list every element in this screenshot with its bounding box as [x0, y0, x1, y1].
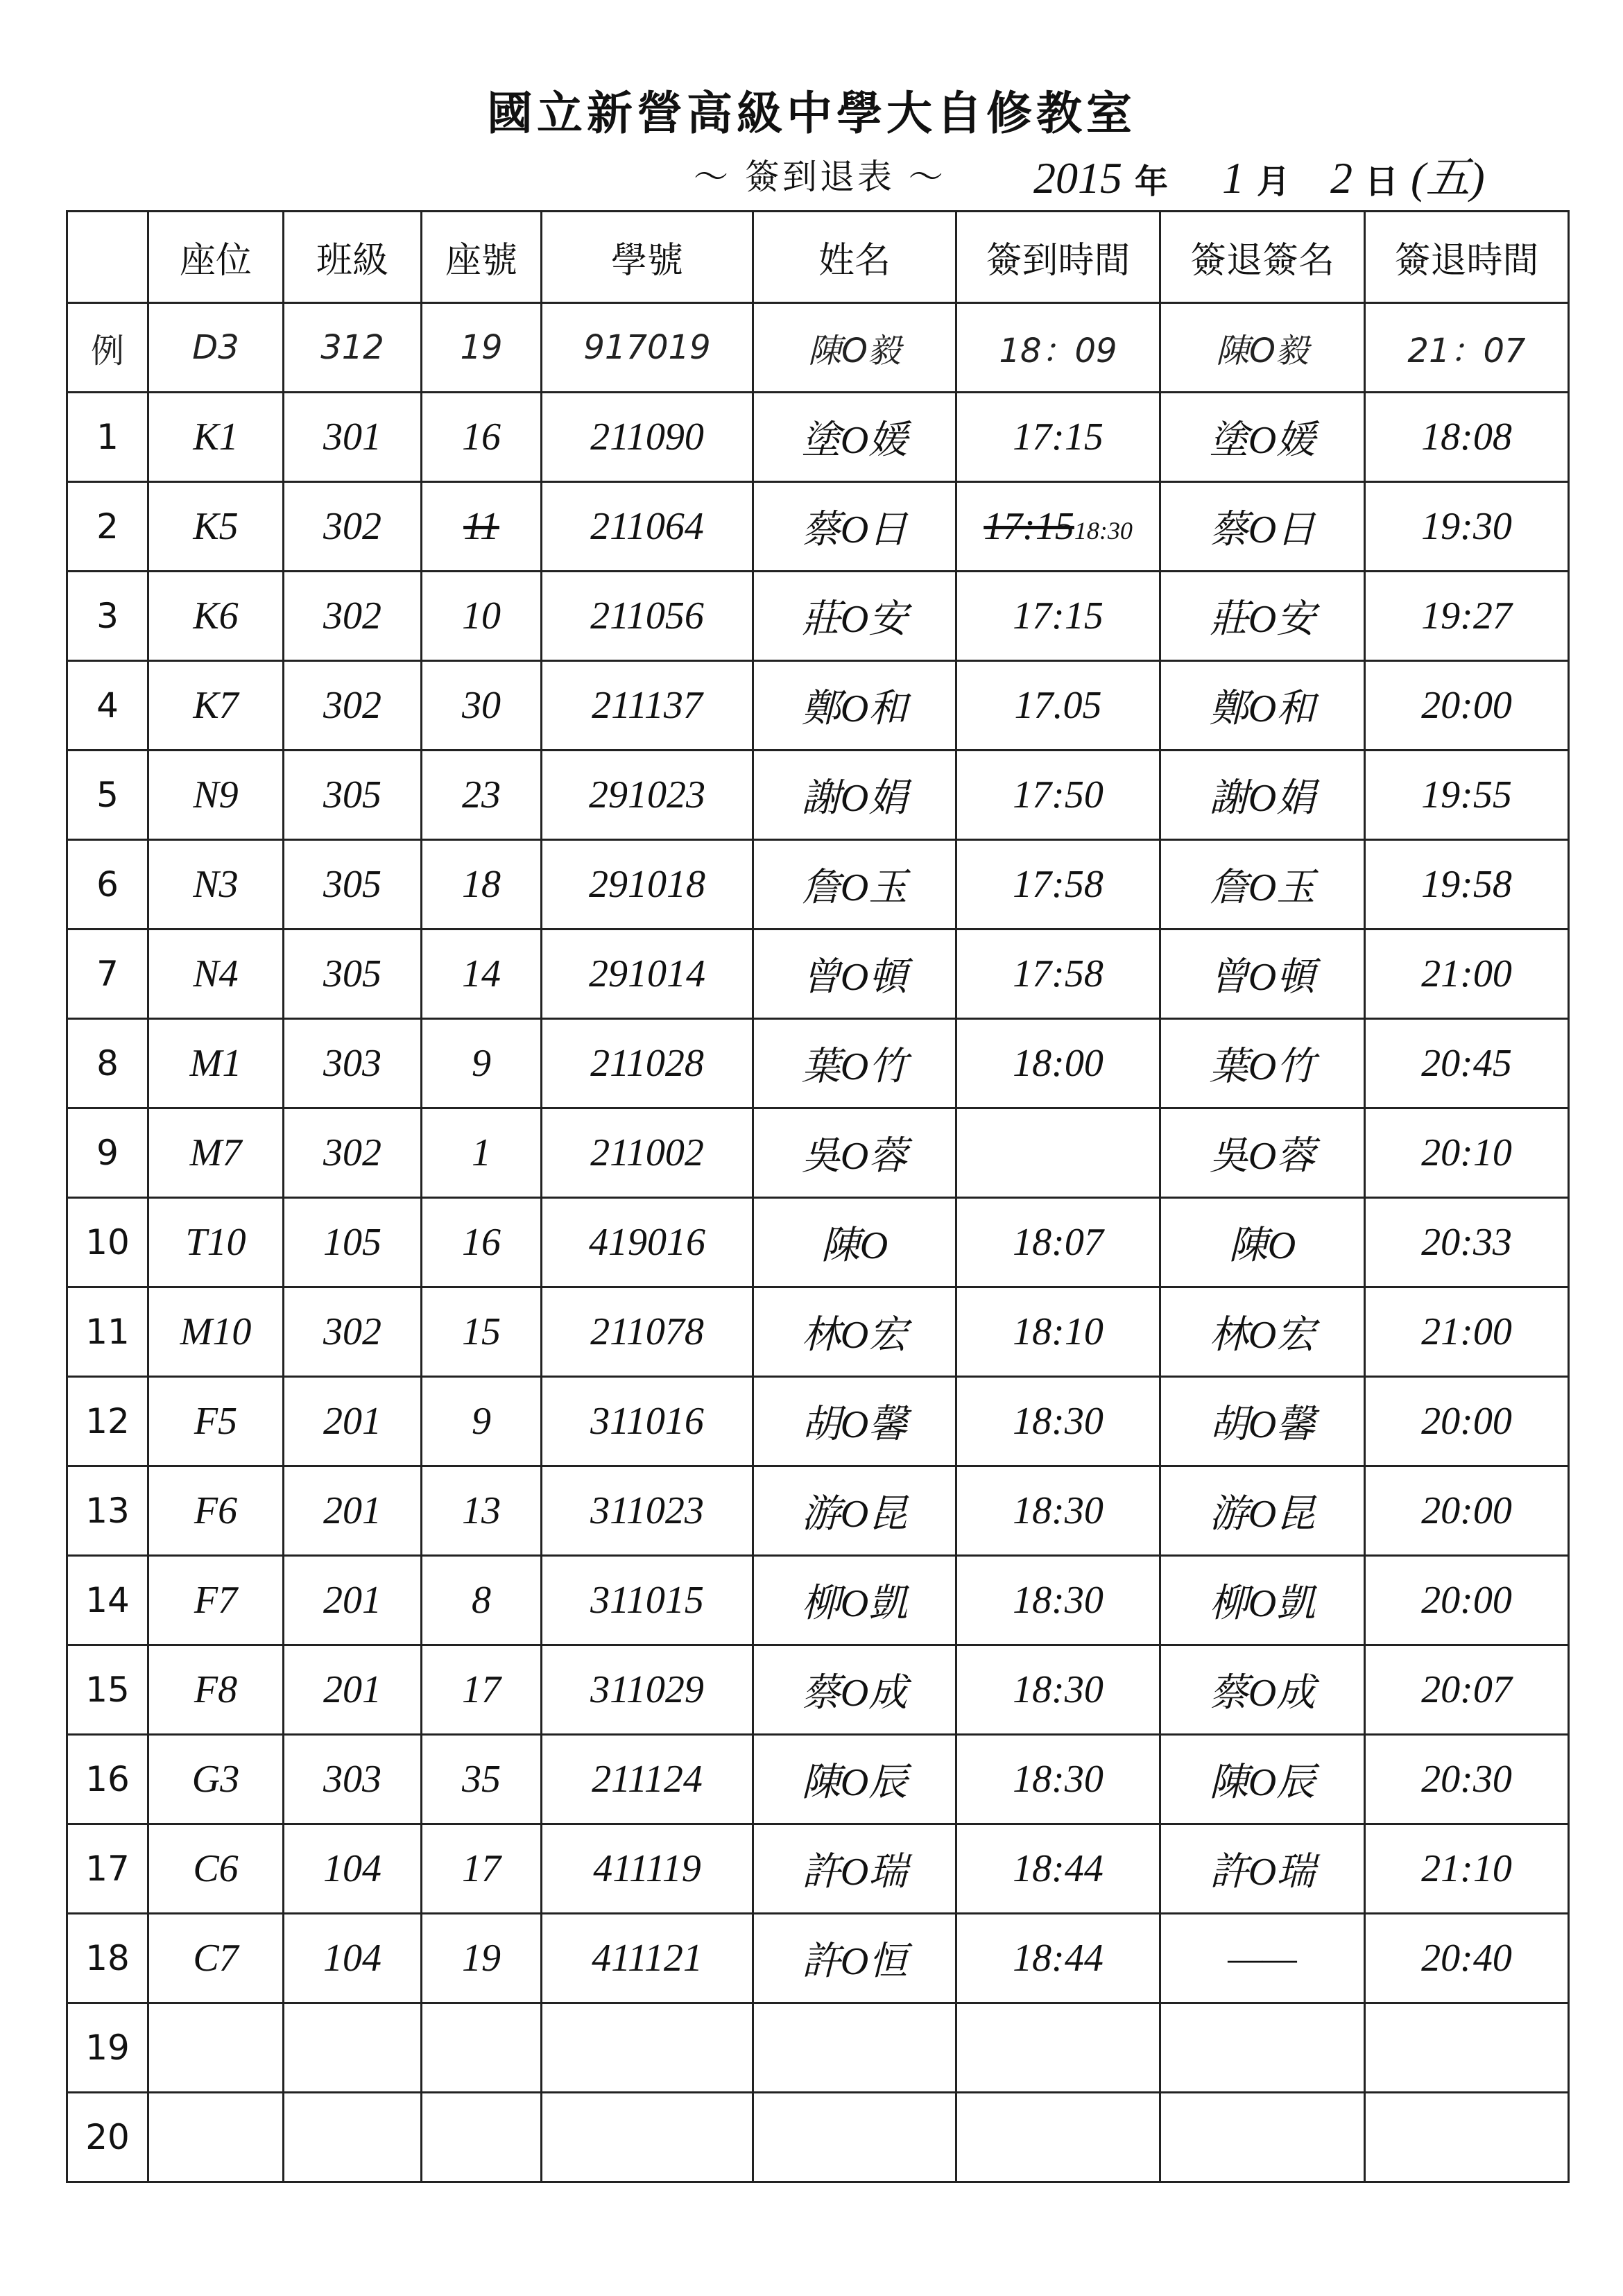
cell-seat: F5 — [148, 1377, 284, 1466]
table-row — [67, 1198, 1569, 1287]
cell-row-number: 3 — [67, 572, 148, 661]
cell-sign-in-time: 17:15 — [956, 393, 1160, 482]
example-row — [67, 303, 1569, 393]
cell-class: 201 — [284, 1466, 422, 1556]
cell-sign-out-signature: 游O昆 — [1160, 1466, 1365, 1556]
cell-name: 陳O — [753, 1198, 956, 1287]
cell-row-number: 9 — [67, 1108, 148, 1198]
cell-sign-out-time: 20:00 — [1365, 661, 1569, 751]
cell-sign-out-time: 21：07 — [1365, 303, 1569, 393]
table-row — [67, 482, 1569, 572]
form-title: 國立新營高級中學大自修教室 — [487, 86, 1136, 140]
cell-row-number: 例 — [67, 303, 148, 393]
cell-name: 吳O蓉 — [753, 1108, 956, 1198]
cell-name: 葉O竹 — [753, 1019, 956, 1108]
cell-sign-out-signature: 鄭O和 — [1160, 661, 1365, 751]
table-row — [67, 393, 1569, 482]
cell-seat: K1 — [148, 393, 284, 482]
cell-seat-number: 19 — [422, 303, 542, 393]
cell-seat-number: 16 — [422, 1198, 542, 1287]
date-month-label: 月 — [1257, 162, 1291, 201]
cell-student-id: 211078 — [542, 1287, 753, 1377]
form-date — [1033, 142, 1485, 206]
cell-sign-in-time: 18:30 — [956, 1466, 1160, 1556]
table-row — [67, 840, 1569, 929]
cell-name: 胡O馨 — [753, 1377, 956, 1466]
cell-seat: K6 — [148, 572, 284, 661]
cell-row-number: 2 — [67, 482, 148, 572]
sign-in-out-table — [66, 210, 1570, 2183]
cell-sign-out-signature: 胡O馨 — [1160, 1377, 1365, 1466]
date-day: 2 — [1330, 153, 1353, 203]
table-row — [67, 1914, 1569, 2003]
cell-name: 許O恒 — [753, 1914, 956, 2003]
cell-name: 陳O辰 — [753, 1735, 956, 1824]
column-header-sign-in-time: 簽到時間 — [956, 212, 1160, 303]
cell-sign-out-signature: 蔡O成 — [1160, 1645, 1365, 1735]
cell-sign-out-signature: 詹O玉 — [1160, 840, 1365, 929]
cell-seat: F8 — [148, 1645, 284, 1735]
cell-sign-in-time: 17:58 — [956, 929, 1160, 1019]
cell-seat-number: 1 — [422, 1108, 542, 1198]
cell-row-number: 7 — [67, 929, 148, 1019]
cell-seat-number: 15 — [422, 1287, 542, 1377]
cell-student-id: 211064 — [542, 482, 753, 572]
cell-sign-out-time: 20:30 — [1365, 1735, 1569, 1824]
cell-name — [753, 2003, 956, 2093]
cell-student-id: 311016 — [542, 1377, 753, 1466]
table-row — [67, 929, 1569, 1019]
cell-student-id — [542, 2093, 753, 2182]
cell-class — [284, 2093, 422, 2182]
cell-seat: K7 — [148, 661, 284, 751]
cell-sign-out-signature: 謝O娟 — [1160, 751, 1365, 840]
cell-seat-number: 17 — [422, 1824, 542, 1914]
cell-sign-out-time: 21:00 — [1365, 1287, 1569, 1377]
table-row — [67, 2093, 1569, 2182]
cell-student-id: 419016 — [542, 1198, 753, 1287]
cell-student-id — [542, 2003, 753, 2093]
table-row — [67, 2003, 1569, 2093]
cell-sign-out-signature — [1160, 2093, 1365, 2182]
table-row — [67, 1735, 1569, 1824]
cell-sign-out-signature: 曾O頓 — [1160, 929, 1365, 1019]
cell-class: 104 — [284, 1824, 422, 1914]
cell-name: 許O瑞 — [753, 1824, 956, 1914]
cell-row-number: 15 — [67, 1645, 148, 1735]
cell-student-id: 211056 — [542, 572, 753, 661]
cell-student-id: 211090 — [542, 393, 753, 482]
column-header-student-id: 學號 — [542, 212, 753, 303]
date-day-label: 日 — [1365, 162, 1399, 201]
struck-sign-in-time: 17:15 — [984, 505, 1074, 548]
cell-sign-out-signature — [1160, 2003, 1365, 2093]
cell-seat: K5 — [148, 482, 284, 572]
cell-class: 303 — [284, 1735, 422, 1824]
cell-seat-number: 9 — [422, 1019, 542, 1108]
cell-row-number: 4 — [67, 661, 148, 751]
cell-name: 蔡O成 — [753, 1645, 956, 1735]
table-row — [67, 572, 1569, 661]
cell-name: 詹O玉 — [753, 840, 956, 929]
cell-seat-number: 14 — [422, 929, 542, 1019]
cell-sign-out-time: 21:00 — [1365, 929, 1569, 1019]
cell-student-id: 291023 — [542, 751, 753, 840]
cell-class — [284, 2003, 422, 2093]
cell-student-id: 211124 — [542, 1735, 753, 1824]
column-header-sign-out-signature: 簽退簽名 — [1160, 212, 1365, 303]
cell-sign-out-time — [1365, 2003, 1569, 2093]
cell-seat: C6 — [148, 1824, 284, 1914]
cell-sign-out-time: 19:27 — [1365, 572, 1569, 661]
cell-name: 蔡O日 — [753, 482, 956, 572]
cell-class: 201 — [284, 1645, 422, 1735]
cell-name: 謝O娟 — [753, 751, 956, 840]
cell-name: 林O宏 — [753, 1287, 956, 1377]
cell-student-id: 211137 — [542, 661, 753, 751]
date-weekday: (五) — [1411, 153, 1485, 203]
cell-sign-out-time: 20:45 — [1365, 1019, 1569, 1108]
cell-class: 302 — [284, 1108, 422, 1198]
cell-name: 莊O安 — [753, 572, 956, 661]
cell-sign-in-time — [956, 2093, 1160, 2182]
form-subtitle: ～ 簽到退表 ～ — [694, 157, 946, 197]
cell-row-number: 5 — [67, 751, 148, 840]
cell-class: 201 — [284, 1556, 422, 1645]
cell-name: 塗O媛 — [753, 393, 956, 482]
column-header-seat-number: 座號 — [422, 212, 542, 303]
column-header-name: 姓名 — [753, 212, 956, 303]
cell-sign-out-time: 19:58 — [1365, 840, 1569, 929]
cell-class: 302 — [284, 482, 422, 572]
cell-name: 鄭O和 — [753, 661, 956, 751]
cell-seat: F6 — [148, 1466, 284, 1556]
cell-seat: N9 — [148, 751, 284, 840]
table-row — [67, 1377, 1569, 1466]
cell-sign-in-time: 17:15 — [956, 572, 1160, 661]
cell-name: 曾O頓 — [753, 929, 956, 1019]
cell-student-id: 411119 — [542, 1824, 753, 1914]
cell-seat: N3 — [148, 840, 284, 929]
cell-seat: T10 — [148, 1198, 284, 1287]
cell-class: 104 — [284, 1914, 422, 2003]
cell-seat-number: 23 — [422, 751, 542, 840]
cell-class: 303 — [284, 1019, 422, 1108]
cell-class: 312 — [284, 303, 422, 393]
cell-student-id: 311023 — [542, 1466, 753, 1556]
cell-sign-in-time — [956, 1108, 1160, 1198]
table-row — [67, 1645, 1569, 1735]
cell-sign-out-time: 20:07 — [1365, 1645, 1569, 1735]
column-header-seat: 座位 — [148, 212, 284, 303]
cell-sign-in-time: 17:58 — [956, 840, 1160, 929]
cell-sign-out-time: 21:10 — [1365, 1824, 1569, 1914]
date-month: 1 — [1222, 153, 1245, 203]
table-row — [67, 751, 1569, 840]
cell-seat: M7 — [148, 1108, 284, 1198]
cell-row-number: 20 — [67, 2093, 148, 2182]
cell-seat-number: 35 — [422, 1735, 542, 1824]
cell-seat-number: 8 — [422, 1556, 542, 1645]
column-header-sign-out-time: 簽退時間 — [1365, 212, 1569, 303]
cell-sign-in-time: 18:30 — [956, 1735, 1160, 1824]
cell-seat: M1 — [148, 1019, 284, 1108]
table-row — [67, 1824, 1569, 1914]
cell-seat-number: 10 — [422, 572, 542, 661]
cell-row-number: 14 — [67, 1556, 148, 1645]
cell-row-number: 17 — [67, 1824, 148, 1914]
cell-row-number: 18 — [67, 1914, 148, 2003]
cell-sign-in-time: 18:44 — [956, 1914, 1160, 2003]
cell-sign-in-time — [956, 2003, 1160, 2093]
cell-sign-out-time: 20:10 — [1365, 1108, 1569, 1198]
cell-sign-in-time: 18:00 — [956, 1019, 1160, 1108]
cell-seat — [148, 2003, 284, 2093]
cell-sign-in-time: 18:30 — [956, 1556, 1160, 1645]
cell-class: 301 — [284, 393, 422, 482]
cell-sign-out-time — [1365, 2093, 1569, 2182]
cell-sign-out-signature: 吳O蓉 — [1160, 1108, 1365, 1198]
cell-sign-out-signature: 柳O凱 — [1160, 1556, 1365, 1645]
cell-name: 游O昆 — [753, 1466, 956, 1556]
cell-seat: N4 — [148, 929, 284, 1019]
cell-seat-number: 17 — [422, 1645, 542, 1735]
cell-class: 105 — [284, 1198, 422, 1287]
cell-sign-out-signature: 蔡O日 — [1160, 482, 1365, 572]
cell-sign-in-time: 18：09 — [956, 303, 1160, 393]
cell-sign-out-time: 20:00 — [1365, 1377, 1569, 1466]
cell-row-number: 13 — [67, 1466, 148, 1556]
cell-student-id: 211028 — [542, 1019, 753, 1108]
cell-seat-number: 16 — [422, 393, 542, 482]
cell-sign-out-time: 20:00 — [1365, 1556, 1569, 1645]
cell-sign-out-signature: —— — [1160, 1914, 1365, 2003]
table-row — [67, 1287, 1569, 1377]
table-row — [67, 1108, 1569, 1198]
cell-sign-out-signature: 塗O媛 — [1160, 393, 1365, 482]
cell-student-id: 411121 — [542, 1914, 753, 2003]
cell-seat: M10 — [148, 1287, 284, 1377]
cell-sign-out-time: 20:33 — [1365, 1198, 1569, 1287]
cell-sign-out-signature: 許O瑞 — [1160, 1824, 1365, 1914]
cell-row-number: 16 — [67, 1735, 148, 1824]
cell-row-number: 12 — [67, 1377, 148, 1466]
cell-row-number: 10 — [67, 1198, 148, 1287]
date-year-label: 年 — [1135, 162, 1169, 201]
cell-seat-number: 13 — [422, 1466, 542, 1556]
cell-sign-out-signature: 葉O竹 — [1160, 1019, 1365, 1108]
header-row — [67, 212, 1569, 303]
cell-seat: F7 — [148, 1556, 284, 1645]
cell-class: 305 — [284, 929, 422, 1019]
cell-seat-number: 19 — [422, 1914, 542, 2003]
table-row — [67, 1556, 1569, 1645]
cell-seat: G3 — [148, 1735, 284, 1824]
table-row — [67, 1466, 1569, 1556]
cell-name: 柳O凱 — [753, 1556, 956, 1645]
cell-seat-number — [422, 2093, 542, 2182]
cell-sign-out-signature: 林O宏 — [1160, 1287, 1365, 1377]
cell-sign-out-time: 18:08 — [1365, 393, 1569, 482]
cell-sign-out-signature: 莊O安 — [1160, 572, 1365, 661]
column-header-row-number — [67, 212, 148, 303]
cell-seat-number: 30 — [422, 661, 542, 751]
cell-row-number: 8 — [67, 1019, 148, 1108]
cell-student-id: 211002 — [542, 1108, 753, 1198]
cell-seat: C7 — [148, 1914, 284, 2003]
cell-sign-in-time: 18:30 — [956, 1645, 1160, 1735]
cell-sign-in-time — [956, 482, 1160, 572]
cell-student-id: 291018 — [542, 840, 753, 929]
cell-sign-out-signature: 陳O毅 — [1160, 303, 1365, 393]
cell-student-id: 311029 — [542, 1645, 753, 1735]
cell-row-number: 19 — [67, 2003, 148, 2093]
date-year: 2015 — [1033, 153, 1122, 203]
cell-seat-number — [422, 2003, 542, 2093]
cell-seat-number: 11 — [422, 482, 542, 572]
cell-sign-out-time: 20:00 — [1365, 1466, 1569, 1556]
cell-seat — [148, 2093, 284, 2182]
cell-row-number: 1 — [67, 393, 148, 482]
cell-seat: D3 — [148, 303, 284, 393]
cell-sign-in-time: 17:50 — [956, 751, 1160, 840]
cell-row-number: 11 — [67, 1287, 148, 1377]
cell-class: 201 — [284, 1377, 422, 1466]
cell-sign-out-time: 19:55 — [1365, 751, 1569, 840]
corrected-sign-in-time: 18:30 — [1074, 517, 1133, 545]
column-header-class: 班級 — [284, 212, 422, 303]
cell-seat-number: 9 — [422, 1377, 542, 1466]
cell-class: 305 — [284, 751, 422, 840]
cell-student-id: 291014 — [542, 929, 753, 1019]
cell-sign-out-signature: 陳O — [1160, 1198, 1365, 1287]
cell-class: 302 — [284, 1287, 422, 1377]
cell-sign-out-time: 20:40 — [1365, 1914, 1569, 2003]
table-row — [67, 661, 1569, 751]
cell-name — [753, 2093, 956, 2182]
cell-sign-out-time: 19:30 — [1365, 482, 1569, 572]
cell-name: 陳O毅 — [753, 303, 956, 393]
cell-sign-in-time: 18:30 — [956, 1377, 1160, 1466]
cell-sign-in-time: 17.05 — [956, 661, 1160, 751]
cell-seat-number: 18 — [422, 840, 542, 929]
cell-sign-in-time: 18:10 — [956, 1287, 1160, 1377]
cell-sign-out-signature: 陳O辰 — [1160, 1735, 1365, 1824]
cell-student-id: 917019 — [542, 303, 753, 393]
table-row — [67, 1019, 1569, 1108]
cell-class: 305 — [284, 840, 422, 929]
cell-student-id: 311015 — [542, 1556, 753, 1645]
cell-class: 302 — [284, 572, 422, 661]
cell-class: 302 — [284, 661, 422, 751]
cell-sign-in-time: 18:07 — [956, 1198, 1160, 1287]
cell-sign-in-time: 18:44 — [956, 1824, 1160, 1914]
cell-row-number: 6 — [67, 840, 148, 929]
